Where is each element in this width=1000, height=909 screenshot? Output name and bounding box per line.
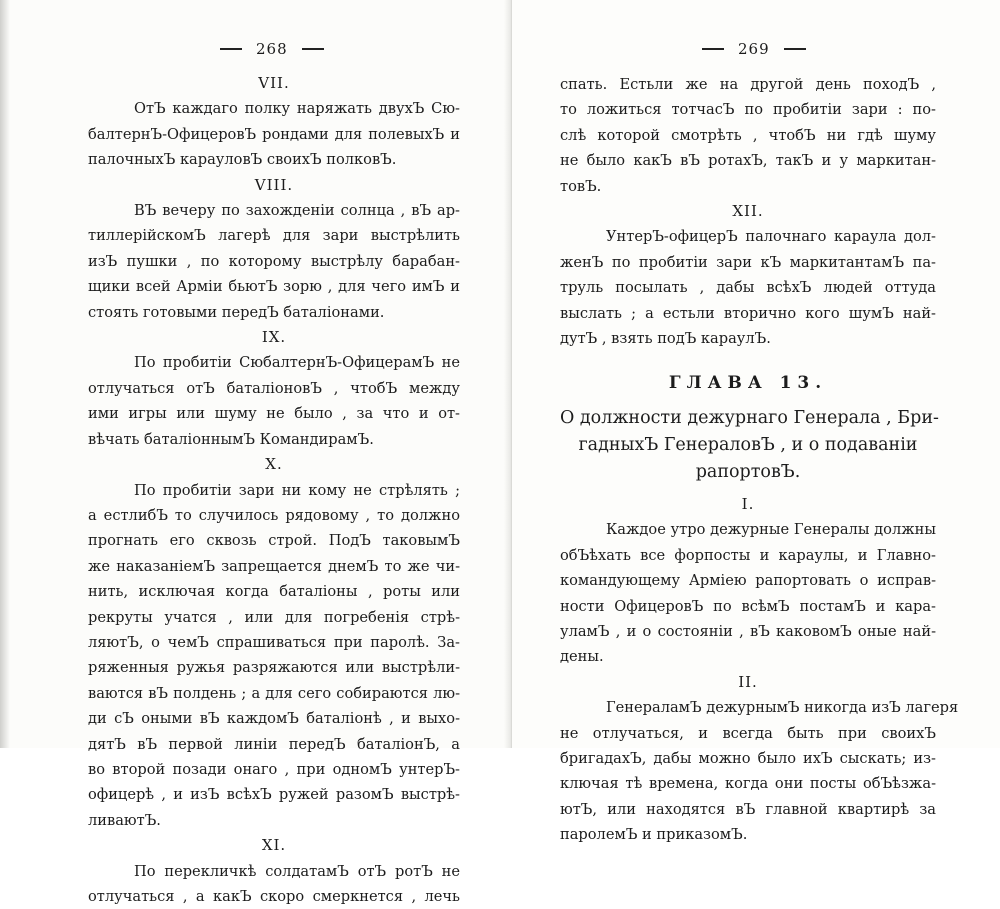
- section-number: I.: [741, 494, 755, 513]
- folio-dash: [220, 48, 242, 50]
- right-page-number: 269: [738, 40, 770, 58]
- text-line: нить, исключая когда баталіоны , роты или: [88, 583, 460, 601]
- text-line: отлучаться , а какЪ скоро смеркнется , лечь: [88, 888, 460, 905]
- section-number: VIII.: [254, 175, 294, 194]
- text-line: ютЪ, или находятся вЪ главной квартирѣ за: [560, 800, 936, 818]
- text-line: ди сЪ оными вЪ каждомЪ баталіонѣ , и выхо-: [88, 710, 460, 728]
- paragraph: [88, 478, 460, 834]
- right-page-text: [560, 72, 959, 848]
- right-page: [512, 0, 1000, 844]
- text-line: ливаютЪ.: [88, 811, 161, 829]
- text-line: щики всей Арміи бьютЪ зорю , для чего имЪ и: [88, 278, 460, 296]
- section-number: II.: [738, 672, 758, 691]
- text-line: а естлибЪ то случилось рядовому , то должно: [88, 506, 460, 524]
- section-number: X.: [265, 455, 283, 474]
- text-line: прогнать его сквозь строй. ПодЪ таковымЪ: [88, 532, 460, 550]
- section-number: XII.: [732, 202, 764, 221]
- paragraph: [560, 224, 936, 351]
- text-line: же наказаніемЪ запрещается днемЪ то же чи-: [88, 557, 460, 575]
- text-line: не отлучаться, и всегда быть при своихЪ: [560, 724, 936, 742]
- text-line: обЪѣхать все форпосты и караулы, и Главно-: [560, 546, 936, 564]
- text-line: Каждое утро дежурные Генералы должны: [606, 521, 936, 539]
- text-line: паролемЪ и приказомЪ.: [560, 826, 748, 844]
- text-line: По перекличкѣ солдатамЪ отЪ ротЪ не: [134, 862, 460, 880]
- paragraph: [88, 859, 460, 909]
- text-line: дятЪ вЪ первой линіи передЪ баталіонЪ, а: [88, 735, 460, 753]
- text-line: изЪ пушки , по которому выстрѣлу барабан-: [88, 252, 460, 270]
- paragraph: [88, 96, 460, 172]
- text-line: тиллерійскомЪ лагерѣ для зари выстрѣлить: [88, 227, 460, 245]
- page-edge-shadow: [0, 0, 10, 748]
- text-line: дутЪ , взять подЪ караулЪ.: [560, 330, 771, 348]
- continued-paragraph: [560, 72, 936, 199]
- chapter-subtitle-line: гадныхЪ ГенераловЪ , и о подаваніи: [578, 434, 918, 455]
- text-line: ГенераламЪ дежурнымЪ никогда изЪ лагеря: [606, 699, 959, 717]
- text-line: балтернЪ-ОфицеровЪ рондами для полевыхЪ и: [88, 125, 460, 143]
- right-page-header: [702, 40, 806, 58]
- text-line: слѣ которой смотрѣть , чтобЪ ни гдѣ шуму: [560, 126, 936, 144]
- text-line: ности ОфицеровЪ по всѣмЪ постамЪ и кара-: [560, 597, 936, 615]
- text-line: ОтЪ каждаго полку наряжать двухЪ Сю-: [134, 100, 460, 118]
- text-line: По пробитіи зари ни кому не стрѣлять ;: [134, 481, 460, 499]
- text-line: вѣчать баталіоннымЪ КомандирамЪ.: [88, 430, 374, 448]
- text-line: стоять готовыми передЪ баталіонами.: [88, 303, 385, 321]
- text-line: дены.: [560, 648, 604, 666]
- paragraph: [560, 695, 959, 847]
- paragraph: [88, 350, 460, 452]
- text-line: бригадахЪ, дабы можно было ихЪ сыскать; из-: [560, 749, 936, 767]
- left-page-text: [88, 71, 460, 909]
- text-line: По пробитіи СюбалтернЪ-ОфицерамЪ не: [134, 354, 460, 372]
- text-line: офицерѣ , и изЪ всѣхЪ ружей разомЪ выстрѣ-: [88, 786, 460, 804]
- text-line: рекруты учатся , или для погребенія стрѣ-: [88, 608, 460, 626]
- section-number: VII.: [258, 74, 290, 92]
- text-line: УнтерЪ-офицерЪ палочнаго караула дол-: [606, 228, 936, 246]
- text-line: труль посылать , дабы всѣхЪ людей оттуда: [560, 279, 936, 297]
- text-line: то ложиться тотчасЪ по пробитіи зари : по-: [560, 101, 936, 119]
- text-line: ключая тѣ времена, когда они посты обЪѣзжа-: [560, 775, 936, 793]
- text-line: ВЪ вечеру по захожденіи солнца , вЪ ар-: [134, 202, 460, 220]
- section-number: XI.: [261, 836, 287, 855]
- text-line: ряженныя ружья разряжаются или выстрѣли-: [88, 659, 460, 677]
- chapter-subtitle-line: О должности дежурнаго Генерала , Бри-: [560, 407, 939, 428]
- left-page-header: [220, 40, 324, 58]
- text-line: не было какЪ вЪ ротахЪ, такЪ и у маркитан-: [560, 152, 936, 170]
- chapter-subtitle-line: рапортовЪ.: [695, 461, 801, 482]
- folio-dash: [702, 48, 724, 50]
- paragraph: [560, 517, 936, 669]
- text-line: ими игры или шуму не было , за что и от-: [88, 405, 460, 423]
- text-line: палочныхЪ карауловЪ своихЪ полковЪ.: [88, 151, 397, 169]
- folio-dash: [302, 48, 324, 50]
- text-line: во второй позади онаго , при одномЪ унтерЪ-: [88, 760, 460, 778]
- text-line: уламЪ , и о состояніи , вЪ каковомЪ оные най-: [560, 622, 936, 640]
- chapter-title: ГЛАВА 13.: [668, 373, 828, 394]
- text-line: командующему Арміею рапортовать о исправ-: [560, 572, 936, 590]
- left-page-number: 268: [256, 40, 288, 58]
- text-line: выслать ; а естьли вторично кого шумЪ най-: [560, 304, 936, 322]
- folio-dash: [784, 48, 806, 50]
- text-line: товЪ.: [560, 177, 602, 195]
- text-line: отлучаться отЪ баталіоновЪ , чтобЪ между: [88, 379, 460, 397]
- section-number: IX.: [261, 328, 287, 347]
- text-line: ваются вЪ полдень ; а для сего собираются лю-: [88, 684, 460, 702]
- text-line: ляютЪ, о чемЪ спрашиваться при паролѣ. За-: [88, 633, 460, 651]
- paragraph: [88, 198, 460, 325]
- text-line: женЪ по пробитіи зари кЪ маркитантамЪ па-: [560, 253, 936, 271]
- text-line: спать. Естьли же на другой день походЪ ,: [560, 76, 936, 93]
